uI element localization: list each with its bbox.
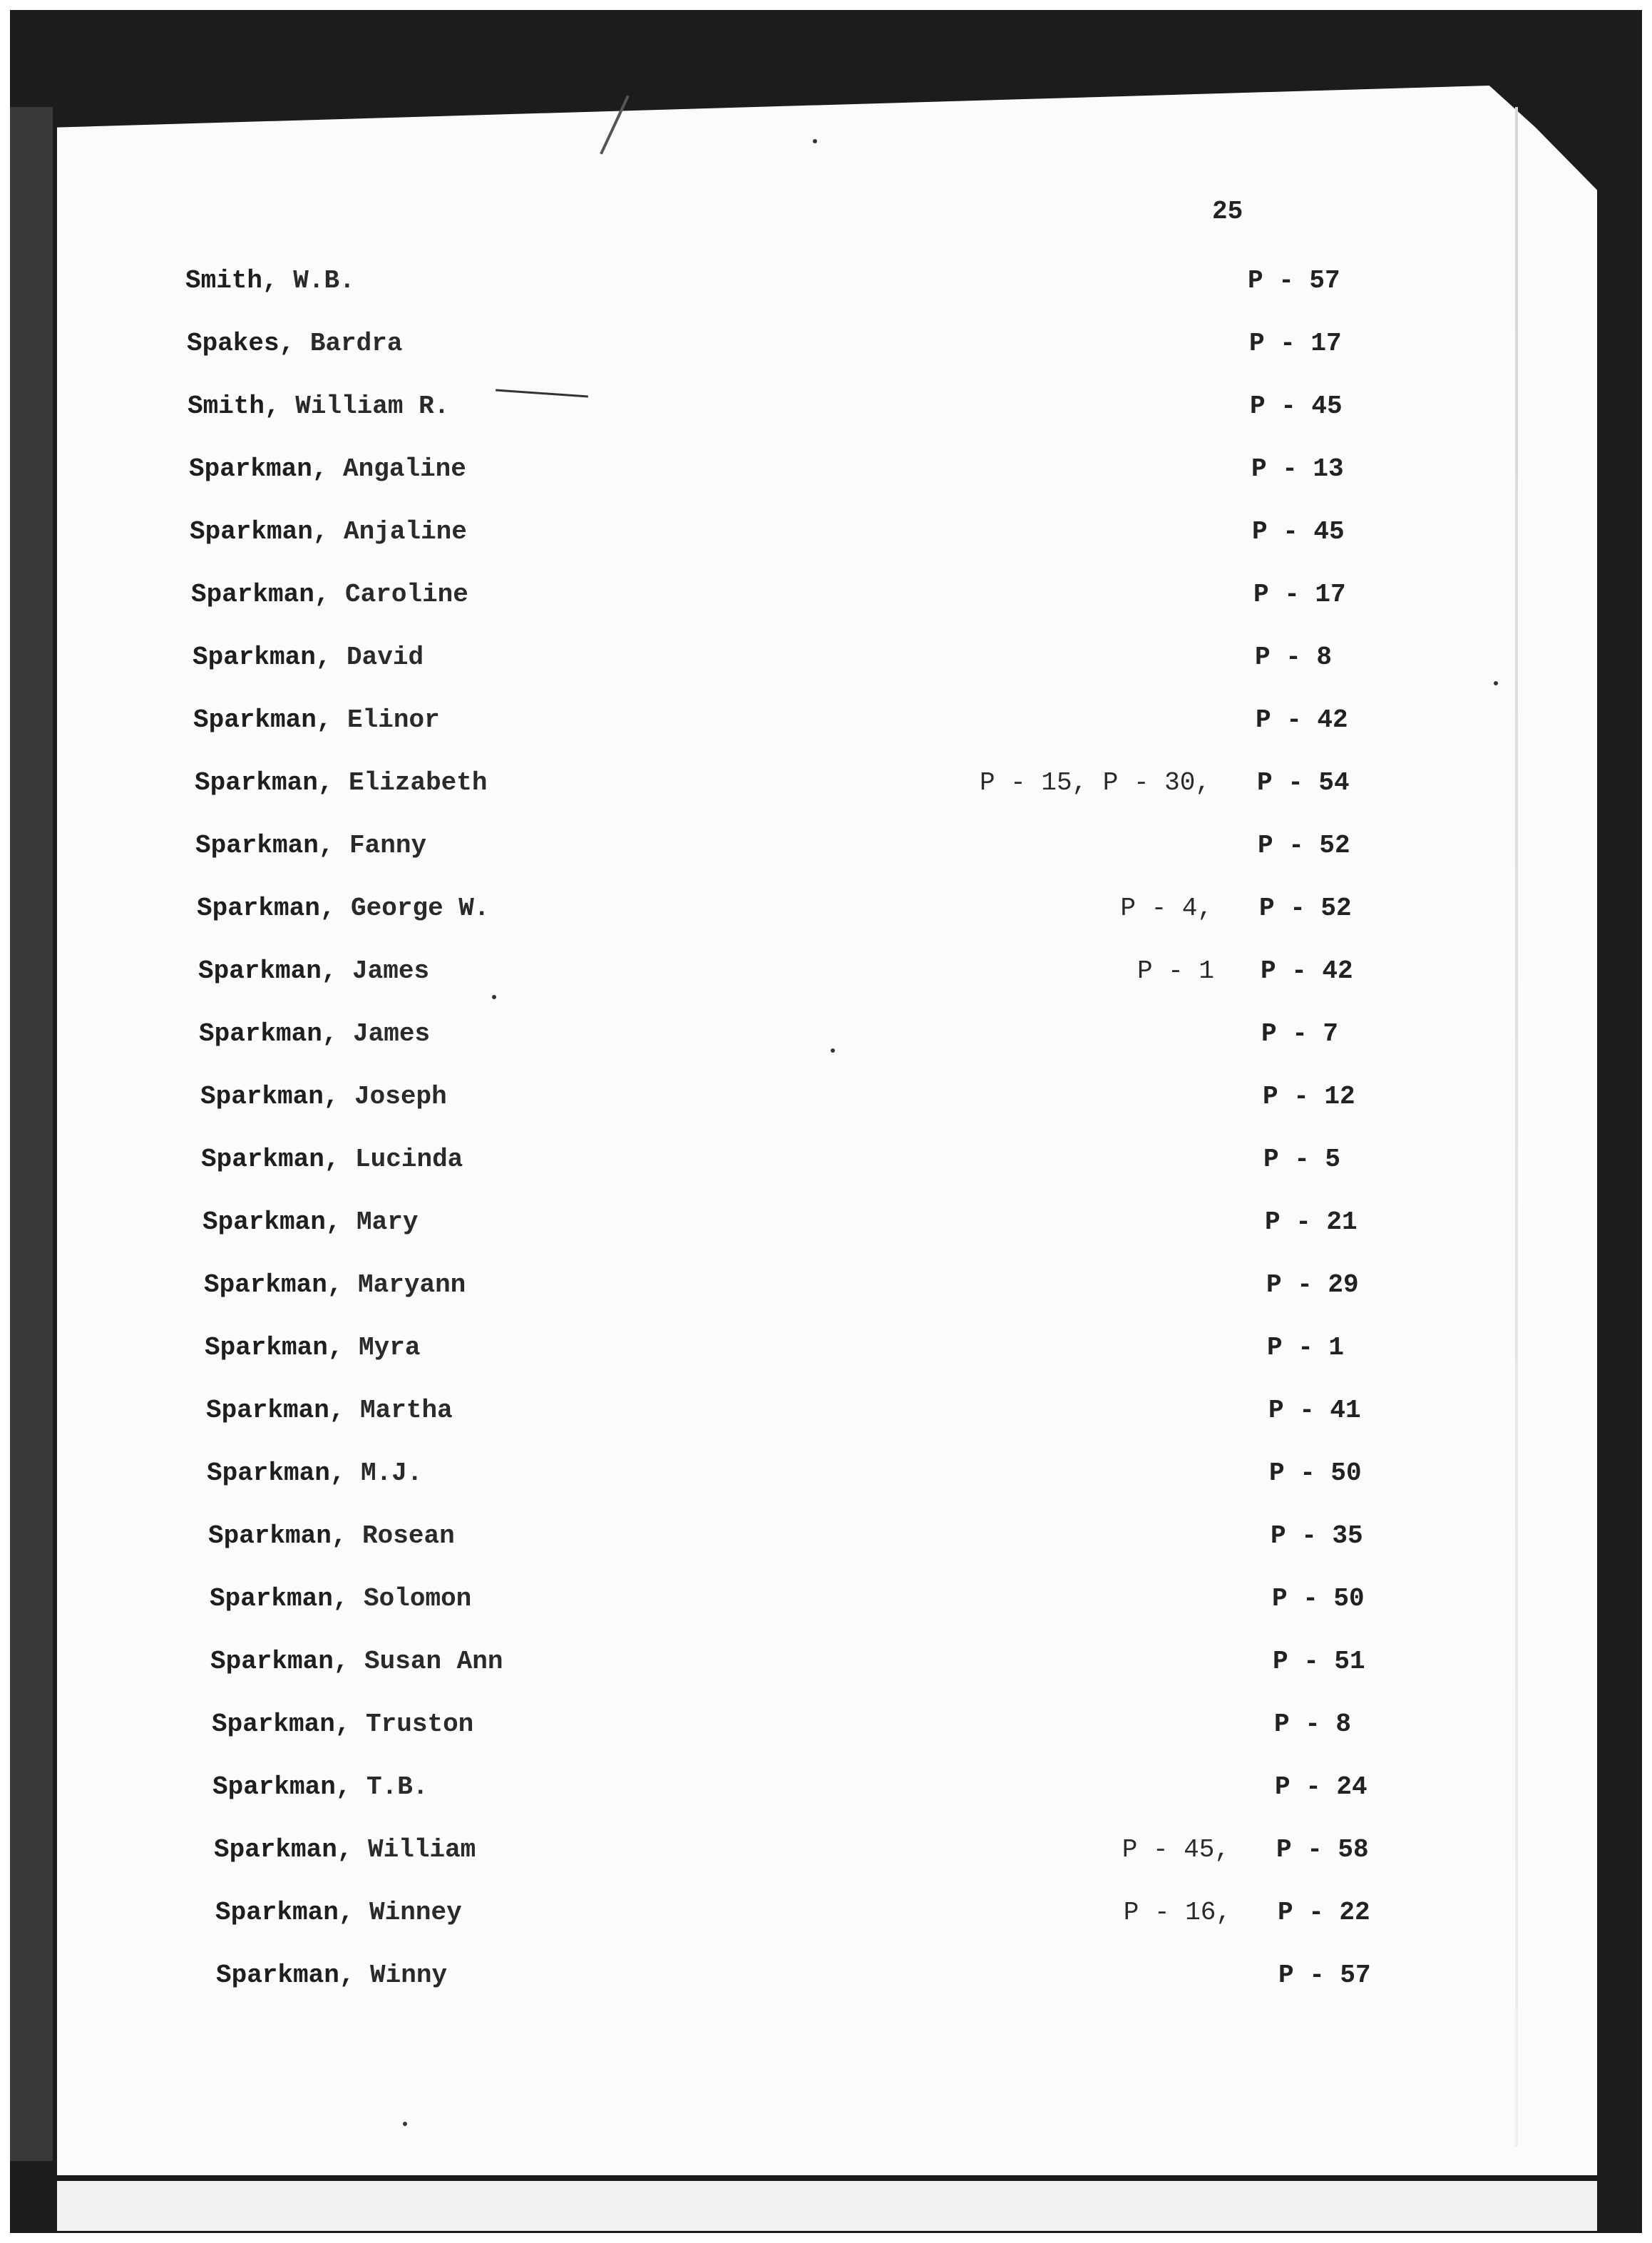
entry-name	[212, 1772, 428, 1802]
entry-surname: Sparkman,	[202, 1207, 342, 1237]
index-entry	[198, 951, 1382, 993]
entry-page-ref: P - 24	[1275, 1772, 1368, 1802]
entry-name	[197, 894, 489, 923]
entry-page-ref: P - 41	[1268, 1396, 1361, 1425]
entry-given-name: Joseph	[354, 1082, 447, 1111]
entry-page-ref: P - 12	[1263, 1082, 1355, 1111]
entry-given-name: Anjaline	[344, 517, 467, 546]
entry-given-name: Fanny	[349, 831, 427, 860]
entry-given-name: James	[353, 1019, 431, 1048]
entry-surname: Sparkman,	[215, 1898, 354, 1927]
index-entry	[201, 1139, 1385, 1182]
entry-surname: Sparkman,	[197, 894, 336, 923]
index-entry	[200, 1076, 1384, 1119]
entry-page-ref: P - 52	[1259, 894, 1352, 923]
entry-page-ref: P - 52	[1258, 831, 1350, 860]
entry-name	[191, 580, 468, 609]
entry-given-name: M.J.	[361, 1458, 423, 1488]
entry-page-ref: P - 17	[1249, 329, 1342, 358]
index-entry	[210, 1578, 1393, 1621]
entry-additional-refs: P - 45,	[1122, 1835, 1230, 1864]
page-number: 25	[1212, 197, 1243, 226]
index-entry	[191, 574, 1375, 617]
entry-additional-refs: P - 4,	[1120, 894, 1213, 923]
entry-given-name: George W.	[351, 894, 490, 923]
index-entry	[212, 1704, 1395, 1747]
entry-page-ref: P - 50	[1269, 1458, 1362, 1488]
entry-given-name: Martha	[360, 1396, 453, 1425]
entry-name	[195, 768, 487, 797]
entry-surname: Sparkman,	[199, 1019, 338, 1048]
index-entry	[202, 1202, 1386, 1245]
entry-surname: Sparkman,	[201, 1145, 340, 1174]
index-entry	[193, 700, 1377, 742]
entry-name	[215, 1898, 462, 1927]
entry-page-ref: P - 51	[1273, 1647, 1365, 1676]
entry-given-name: Elinor	[347, 705, 440, 735]
entry-given-name: Bardra	[309, 329, 403, 358]
entry-given-name: Winney	[369, 1898, 462, 1927]
entry-name	[199, 1019, 430, 1048]
entry-given-name: Maryann	[358, 1270, 466, 1299]
entry-page-ref: P - 17	[1253, 580, 1346, 609]
entry-page-ref: P - 13	[1251, 454, 1344, 484]
entry-page-ref: P - 45	[1250, 392, 1343, 421]
index-entry	[199, 1013, 1382, 1056]
index-entry	[204, 1264, 1387, 1307]
entry-name	[195, 831, 426, 860]
entry-given-name: Solomon	[364, 1584, 472, 1613]
index-entry	[207, 1453, 1390, 1496]
entry-surname: Sparkman,	[207, 1458, 346, 1488]
entry-page-ref: P - 45	[1252, 517, 1345, 546]
entry-given-name: David	[347, 643, 424, 672]
entry-page-ref: P - 7	[1261, 1019, 1339, 1048]
entry-surname: Sparkman,	[195, 768, 334, 797]
index-entry	[216, 1955, 1400, 1998]
entry-surname: Sparkman,	[190, 517, 329, 546]
entry-name	[205, 1333, 420, 1362]
entry-given-name: Elizabeth	[349, 768, 488, 797]
entry-surname: Smith,	[185, 266, 278, 295]
entry-name	[189, 454, 466, 484]
entry-name	[200, 1082, 447, 1111]
entry-surname: Sparkman,	[216, 1961, 355, 1990]
entry-given-name: William R.	[295, 392, 450, 421]
entry-surname: Sparkman,	[214, 1835, 353, 1864]
entry-name	[190, 517, 467, 546]
index-entry	[193, 637, 1376, 680]
entry-page-ref: P - 29	[1266, 1270, 1359, 1299]
entry-given-name: Myra	[359, 1333, 421, 1362]
entry-surname: Sparkman,	[210, 1647, 349, 1676]
entry-surname: Sparkman,	[193, 705, 332, 735]
entry-name	[214, 1835, 476, 1864]
entry-page-ref: P - 42	[1256, 705, 1348, 735]
entry-page-ref: P - 35	[1271, 1521, 1363, 1550]
index-entry	[185, 260, 1369, 303]
entry-given-name: Caroline	[345, 580, 468, 609]
entry-surname: Sparkman,	[210, 1584, 349, 1613]
entry-surname: Sparkman,	[206, 1396, 345, 1425]
entry-given-name: Mary	[356, 1207, 419, 1237]
entry-name	[210, 1584, 471, 1613]
index-entry	[215, 1892, 1399, 1935]
entry-name	[193, 705, 440, 735]
entry-additional-refs: P - 15, P - 30,	[979, 768, 1211, 797]
entry-given-name: Lucinda	[355, 1145, 463, 1174]
entry-name	[207, 1458, 422, 1488]
entry-given-name: Winny	[370, 1961, 448, 1990]
entry-given-name: James	[352, 956, 430, 986]
entry-given-name: Rosean	[362, 1521, 455, 1550]
entry-name	[216, 1961, 447, 1990]
index-entry	[197, 888, 1380, 931]
entry-page-ref: P - 50	[1272, 1584, 1365, 1613]
entry-surname: Sparkman,	[189, 454, 328, 484]
index-entry	[210, 1641, 1394, 1684]
index-entry	[212, 1767, 1396, 1809]
entry-page-ref: P - 57	[1278, 1961, 1371, 1990]
entry-name	[204, 1270, 466, 1299]
index-entry	[190, 511, 1373, 554]
index-entry	[195, 825, 1379, 868]
entry-page-ref: P - 8	[1274, 1710, 1352, 1739]
entry-surname: Sparkman,	[208, 1521, 347, 1550]
entry-name	[188, 392, 449, 421]
entry-name	[208, 1521, 455, 1550]
entry-given-name: W.B.	[293, 266, 355, 295]
entry-given-name: Truston	[366, 1710, 474, 1739]
entry-page-ref: P - 5	[1263, 1145, 1341, 1174]
entry-page-ref: P - 21	[1265, 1207, 1358, 1237]
entry-name	[210, 1647, 503, 1676]
entry-name	[201, 1145, 463, 1174]
index-entry	[195, 762, 1378, 805]
entry-additional-refs: P - 16,	[1123, 1898, 1231, 1927]
entry-name	[198, 956, 429, 986]
entry-name	[193, 643, 424, 672]
entry-page-ref: P - 42	[1261, 956, 1353, 986]
index-entry	[188, 386, 1371, 429]
entry-given-name: William	[368, 1835, 476, 1864]
entry-name	[212, 1710, 473, 1739]
entry-surname: Sparkman,	[212, 1710, 351, 1739]
entry-page-ref: P - 1	[1267, 1333, 1345, 1362]
entry-surname: Sparkman,	[191, 580, 330, 609]
entry-name	[206, 1396, 453, 1425]
entry-page-ref: P - 22	[1278, 1898, 1370, 1927]
index-entry	[187, 323, 1370, 366]
entry-surname: Sparkman,	[205, 1333, 344, 1362]
entry-surname: Sparkman,	[193, 643, 332, 672]
entry-page-ref: P - 57	[1248, 266, 1340, 295]
entry-additional-refs: P - 1	[1137, 956, 1214, 986]
entry-page-ref: P - 58	[1276, 1835, 1369, 1864]
entry-name	[187, 329, 402, 358]
entry-page-ref: P - 8	[1255, 643, 1333, 672]
entry-surname: Spakes,	[187, 329, 295, 358]
entry-surname: Sparkman,	[212, 1772, 352, 1802]
index-entry	[214, 1829, 1397, 1872]
entry-surname: Sparkman,	[200, 1082, 339, 1111]
entry-surname: Sparkman,	[195, 831, 334, 860]
entry-given-name: Susan Ann	[364, 1647, 503, 1676]
index-entry	[208, 1516, 1392, 1558]
entry-surname: Smith,	[188, 392, 280, 421]
entry-given-name: T.B.	[366, 1772, 429, 1802]
entry-page-ref: P - 54	[1257, 768, 1350, 797]
index-entry	[206, 1390, 1390, 1433]
index-entry	[205, 1327, 1388, 1370]
entry-surname: Sparkman,	[198, 956, 337, 986]
entry-name	[202, 1207, 418, 1237]
entry-surname: Sparkman,	[204, 1270, 343, 1299]
index-entry	[189, 449, 1373, 491]
entry-name	[185, 266, 355, 295]
entry-given-name: Angaline	[343, 454, 466, 484]
